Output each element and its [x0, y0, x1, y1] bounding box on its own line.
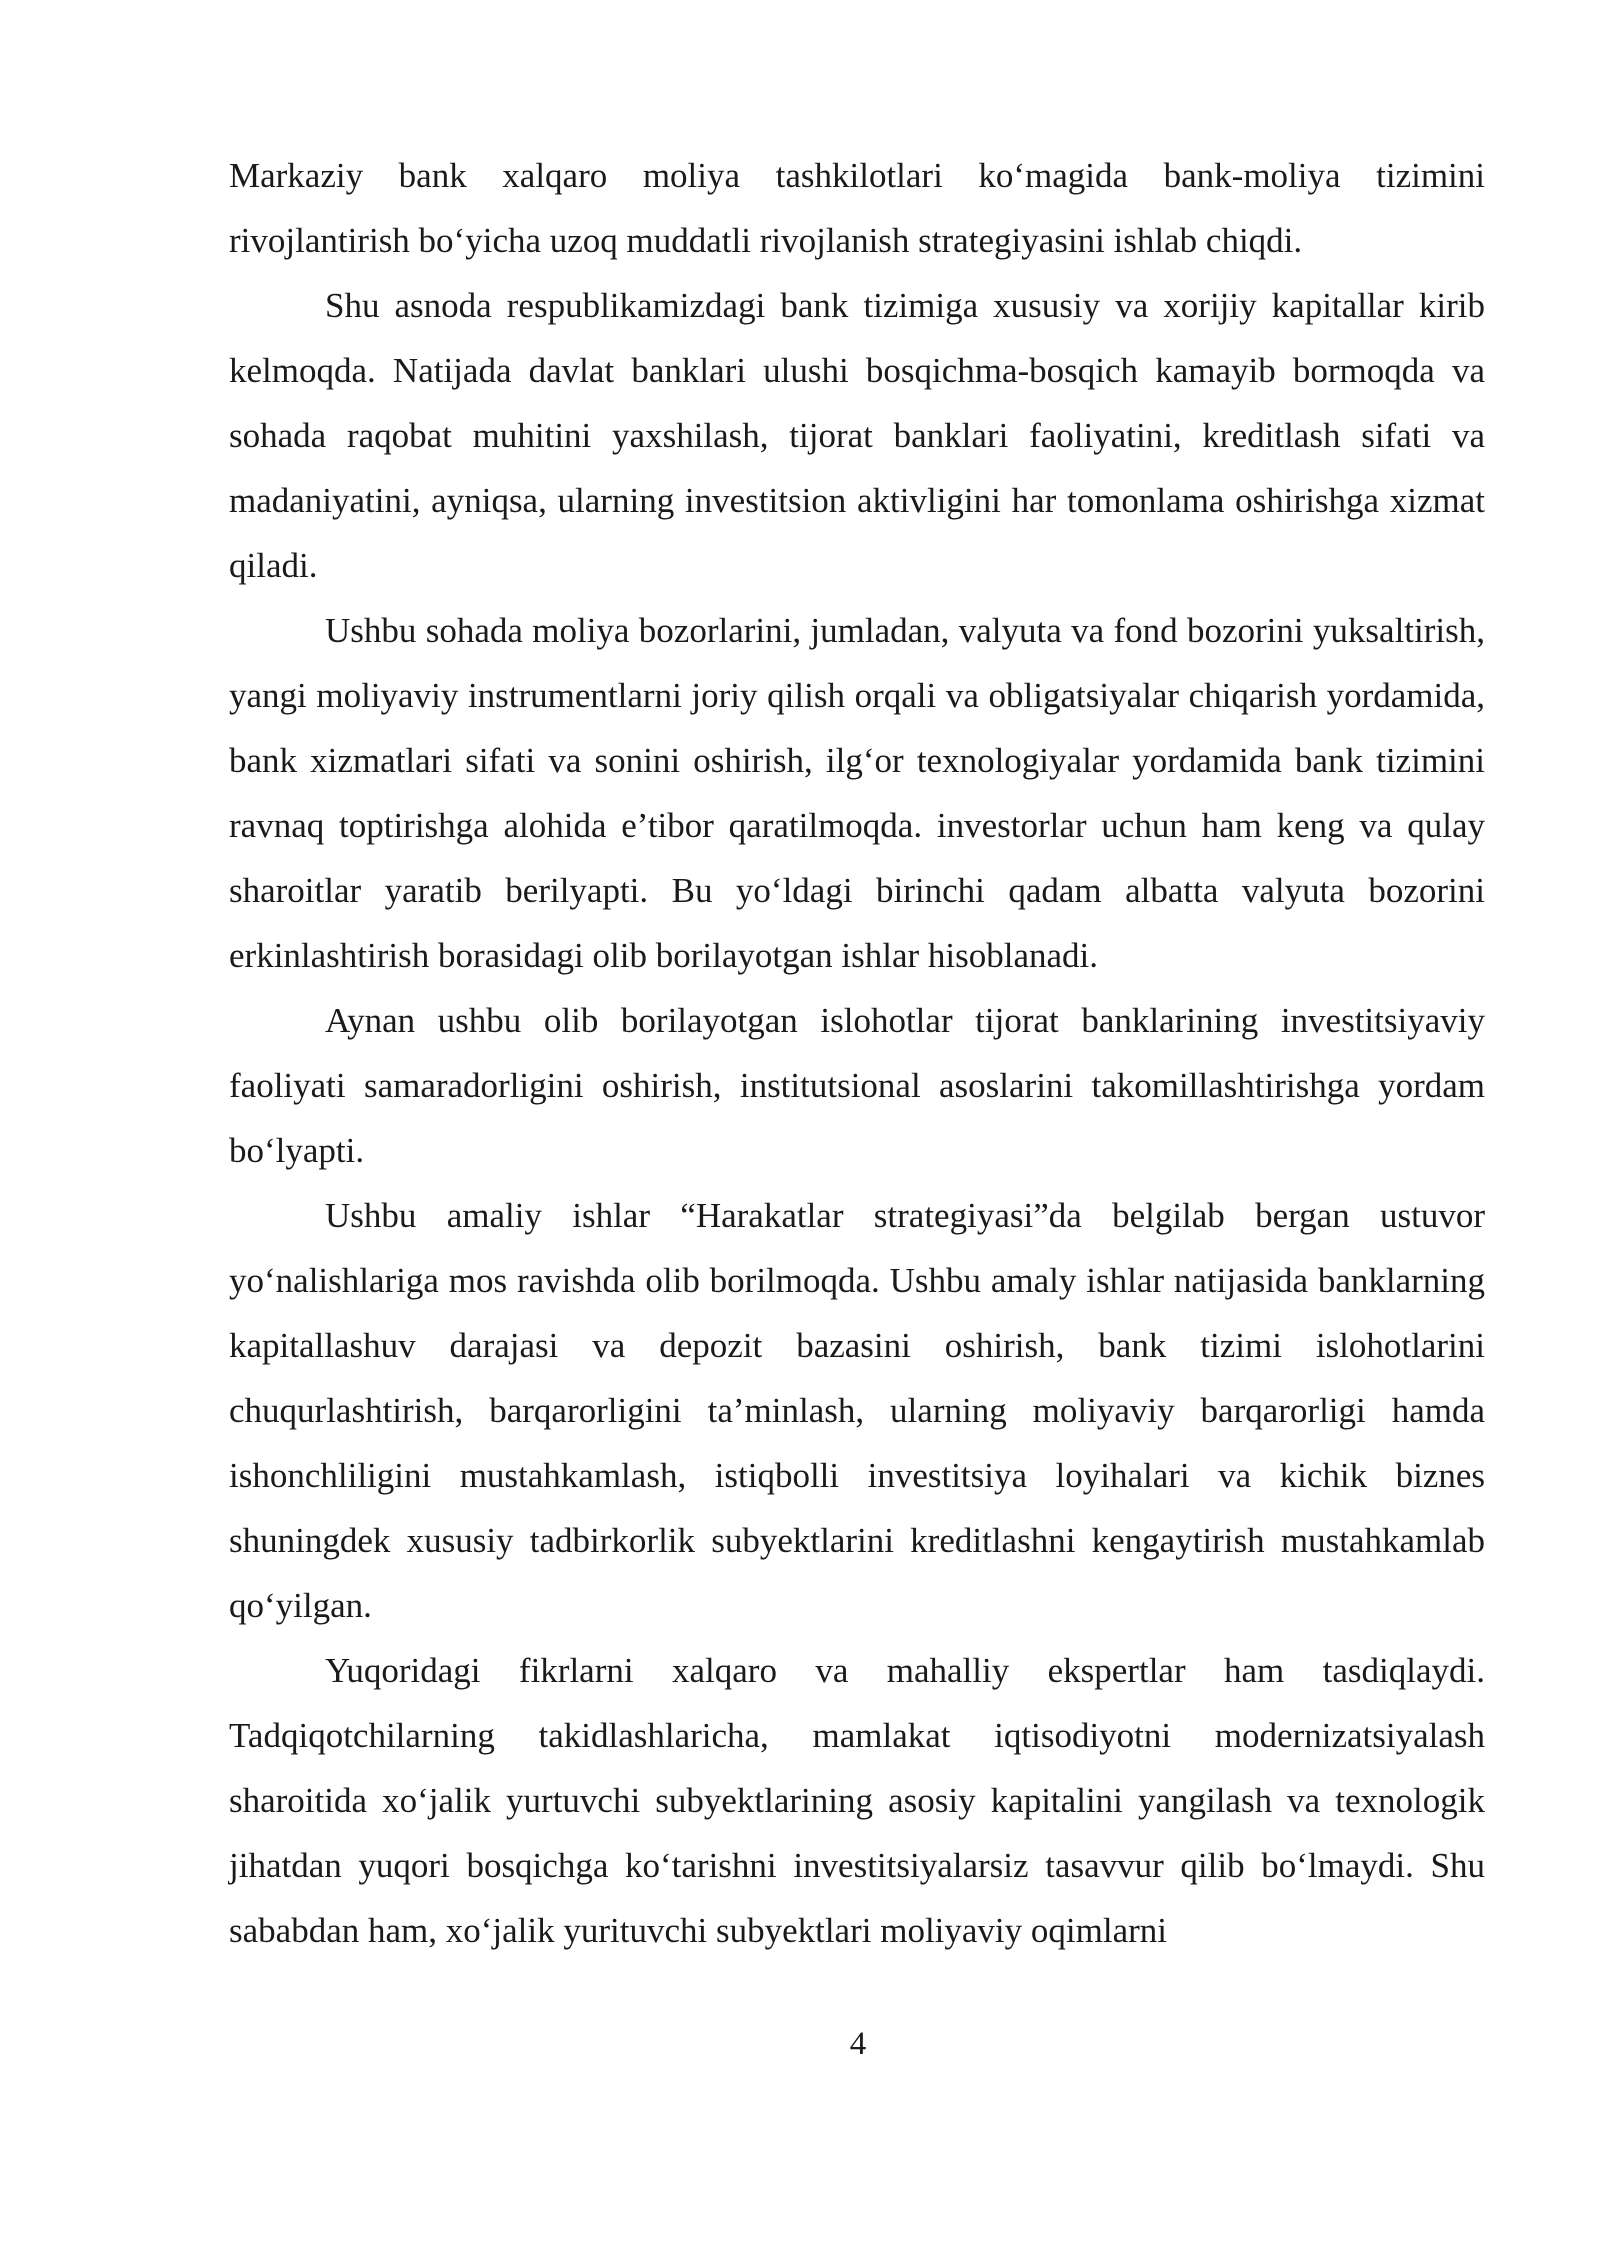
paragraph-5: Ushbu amaliy ishlar “Harakatlar strategiyasi”da belgilab bergan ustuvor yo‘nalishlariga mos ravishda olib borilmoqda. Ushbu amaly ishlar natijasida banklarning kapitallashuv darajasi va depozit bazasini oshirish, bank tizimi islohotlarini chuqurlashtirish, barqarorligini ta’minlash, ularning moliyaviy barqarorligi hamda ishonchliligini mustahkamlash, istiqbolli investitsiya loyihalari va kichik biznes shuningdek xususiy tadbirkorlik subyektlarini kreditlashni kengaytirish mustahkamlab qo‘yilgan. — [229, 1196, 1485, 1625]
paragraph-3: Ushbu sohada moliya bozorlarini, jumladan, valyuta va fond bozorini yuksaltirish, yangi moliyaviy instrumentlarni joriy qilish orqali va obligatsiyalar chiqarish yordamida, bank xizmatlari sifati va sonini oshirish, ilg‘or texnologiyalar yordamida bank tizimini ravnaq toptirishga alohida e’tibor qaratilmoqda. investorlar uchun ham keng va qulay sharoitlar yaratib berilyapti. Bu yo‘ldagi birinchi qadam albatta valyuta bozorini erkinlashtirish borasidagi olib borilayotgan ishlar hisoblanadi. — [229, 611, 1485, 975]
page-number: 4 — [849, 2026, 867, 2062]
paragraph-6: Yuqoridagi fikrlarni xalqaro va mahalliy ekspertlar ham tasdiqlaydi. Tadqiqotchilarning takidlashlaricha, mamlakat iqtisodiyotni modernizatsiyalash sharoitida xo‘jalik yurtuvchi subyektlarining asosiy kapitalini yangilash va texnologik jihatdan yuqori bosqichga ko‘tarishni investitsiyalarsiz tasavvur qilib bo‘lmaydi. Shu sababdan ham, xo‘jalik yurituvchi subyektlari moliyaviy oqimlarni — [229, 1651, 1485, 1950]
paragraph-2: Shu asnoda respublikamizdagi bank tizimiga xususiy va xorijiy kapitallar kirib kelmoqda. Natijada davlat banklari ulushi bosqichma-bosqich kamayib bormoqda va sohada raqobat muhitini yaxshilash, tijorat banklari faoliyatini, kreditlash sifati va madaniyatini, ayniqsa, ularning investitsion aktivligini har tomonlama oshirishga xizmat qiladi. — [229, 286, 1485, 585]
body-text — [229, 143, 1485, 1963]
paragraph-1: Markaziy bank xalqaro moliya tashkilotlari ko‘magida bank-moliya tizimini rivojlantirish bo‘yicha uzoq muddatli rivojlanish strategiyasini ishlab chiqdi. — [229, 156, 1485, 260]
paragraph-4: Aynan ushbu olib borilayotgan islohotlar tijorat banklarining investitsiyaviy faoliyati samaradorligini oshirish, institutsional asoslarini takomillashtirishga yordam bo‘lyapti. — [229, 1001, 1485, 1170]
